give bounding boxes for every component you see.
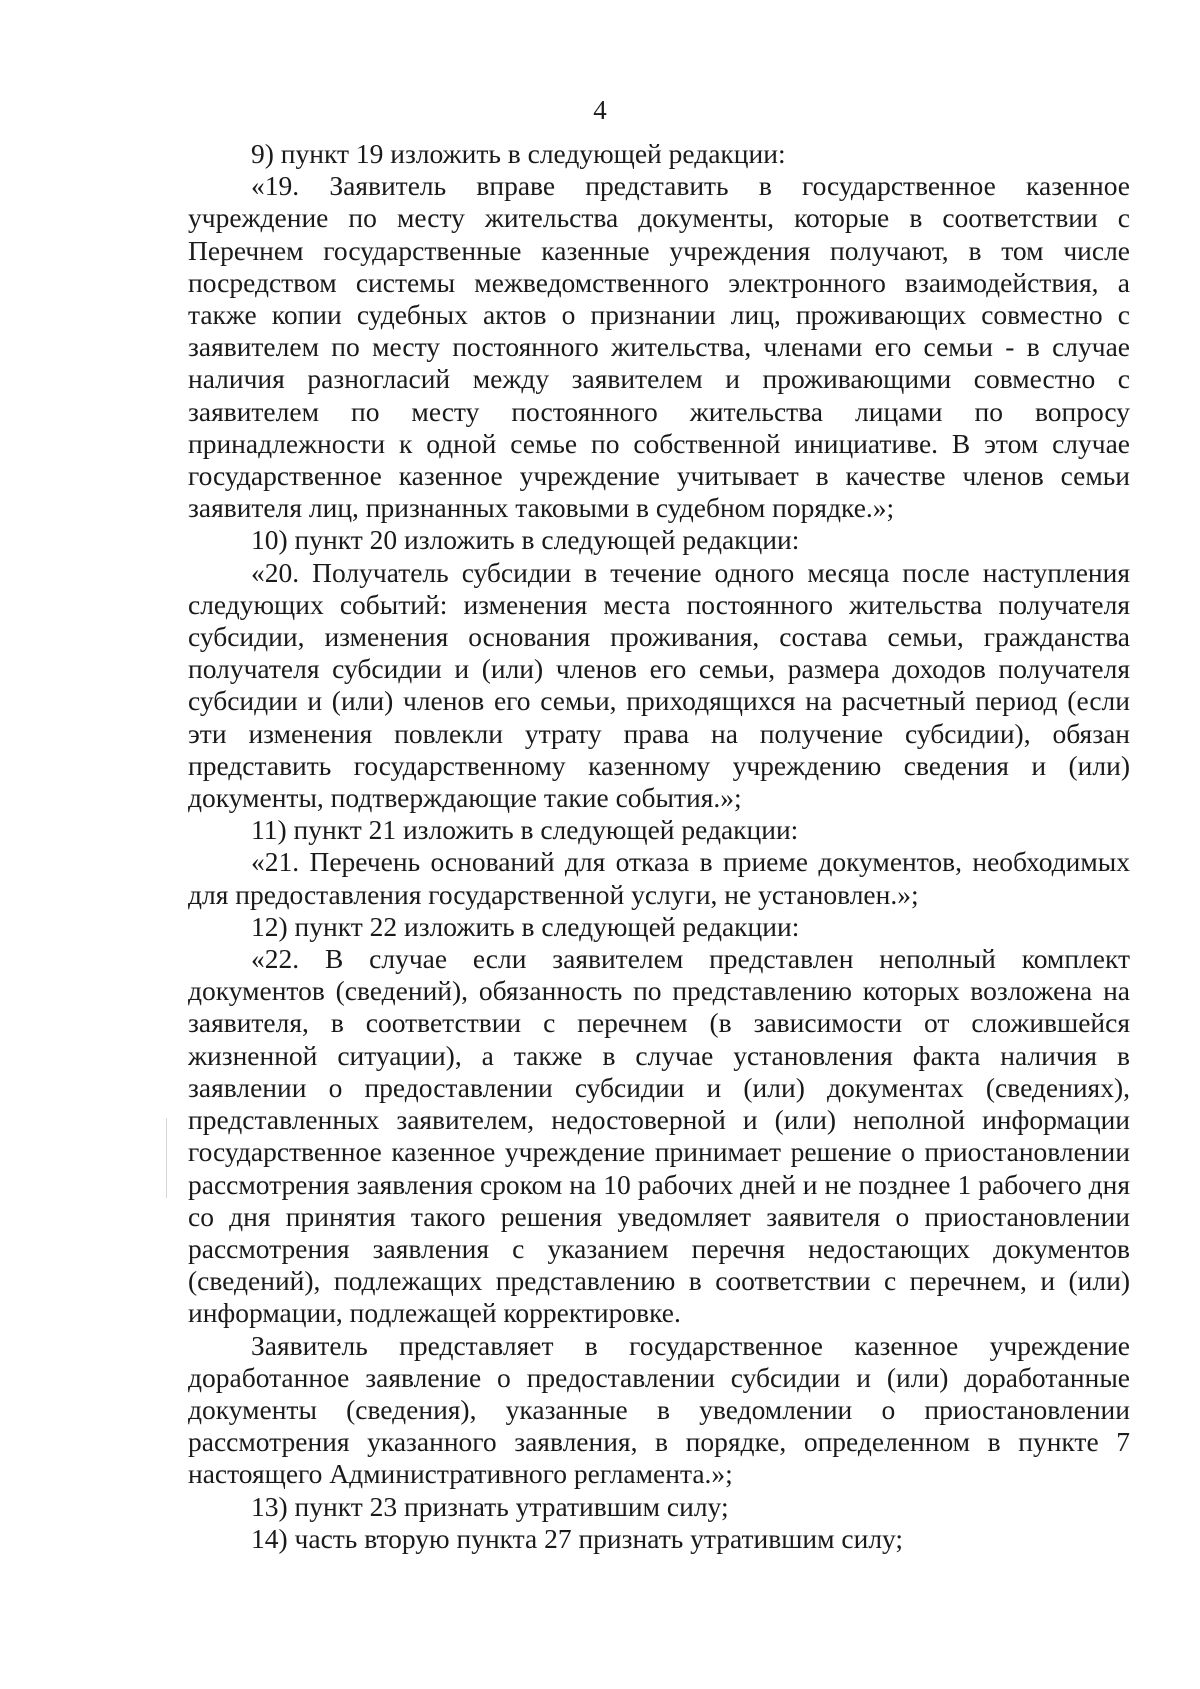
paragraph-item-9-heading: 9) пункт 19 изложить в следующей редакции: — [251, 138, 786, 169]
paragraph-clause-20: «20. Получатель субсидии в течение одного месяца после наступления следующих событий: изменения места постоянного жительства получателя субсидии, изменения основания проживания, состава семьи, гражданства получателя субсидии и (или) членов его семьи, размера доходов получателя субсидии и (или) членов его семьи, приходящихся на расчетный период (если эти изменения повлекли утрату права на получение субсидии), обязан представить государственному казенному учреждению сведения и (или) документы, подтверждающие такие события.»; — [188, 556, 1130, 814]
paragraph-clause-22: «22. В случае если заявителем представлен неполный комплект документов (сведений), обязанность по представлению которых возложена на заявителя, в соответствии с перечнем (в зависимости от сложившейся жизненной ситуации), а также в случае установления факта наличия в заявлении о предоставлении субсидии и (или) документах (сведениях), представленных заявителем, недостоверной и (или) неполной информации государственное казенное учреждение принимает решение о приостановлении рассмотрения заявления сроком на 10 рабочих дней и не позднее 1 рабочего дня со дня принятия такого решения уведомляет заявителя о приостановлении рассмотрения заявления с указанием перечня недостающих документов (сведений), подлежащих представлению в соответствии с перечнем, и (или) информации, подлежащей корректировке. — [188, 943, 1130, 1329]
paragraph-item-11-heading: 11) пункт 21 изложить в следующей редакции: — [251, 814, 799, 846]
paragraph-clause-21: «21. Перечень оснований для отказа в приеме документов, необходимых для предоставления государственной услуги, не установлен.»; — [188, 846, 1130, 910]
paragraph-item-10-heading: 10) пункт 20 изложить в следующей редакции: — [251, 524, 800, 556]
scan-margin-mark — [166, 1118, 167, 1198]
page-number: 4 — [593, 95, 607, 125]
paragraph-clause-19: «19. Заявитель вправе представить в государственное казенное учреждение по месту жительства документы, которые в соответствии с Перечнем государственные казенные учреждения получают, в том числе посредством системы межведомственного электронного взаимодействия, а также копии судебных актов о признании лиц, проживающих совместно с заявителем по месту постоянного жительства, членами его семьи - в случае наличия разногласий между заявителем и проживающими совместно с заявителем по месту постоянного жительства лицами по вопросу принадлежности к одной семье по собственной инициативе. В этом случае государственное казенное учреждение учитывает в качестве членов семьи заявителя лиц, признанных таковыми в судебном порядке.»; — [188, 170, 1130, 524]
document-body — [188, 138, 1130, 1555]
paragraph-clause-22-continued: Заявитель представляет в государственное казенное учреждение доработанное заявление о предоставлении субсидии и (или) доработанные документы (сведения), указанные в уведомлении о приостановлении рассмотрения указанного заявления, в порядке, определенном в пункте 7 настоящего Административного регламента.»; — [188, 1329, 1130, 1490]
paragraph-item-12-heading: 12) пункт 22 изложить в следующей редакции: — [251, 910, 800, 942]
paragraph-item-13: 13) пункт 23 признать утратившим силу; — [251, 1490, 729, 1522]
paragraph-item-14: 14) часть вторую пункта 27 признать утратившим силу; — [251, 1522, 904, 1554]
